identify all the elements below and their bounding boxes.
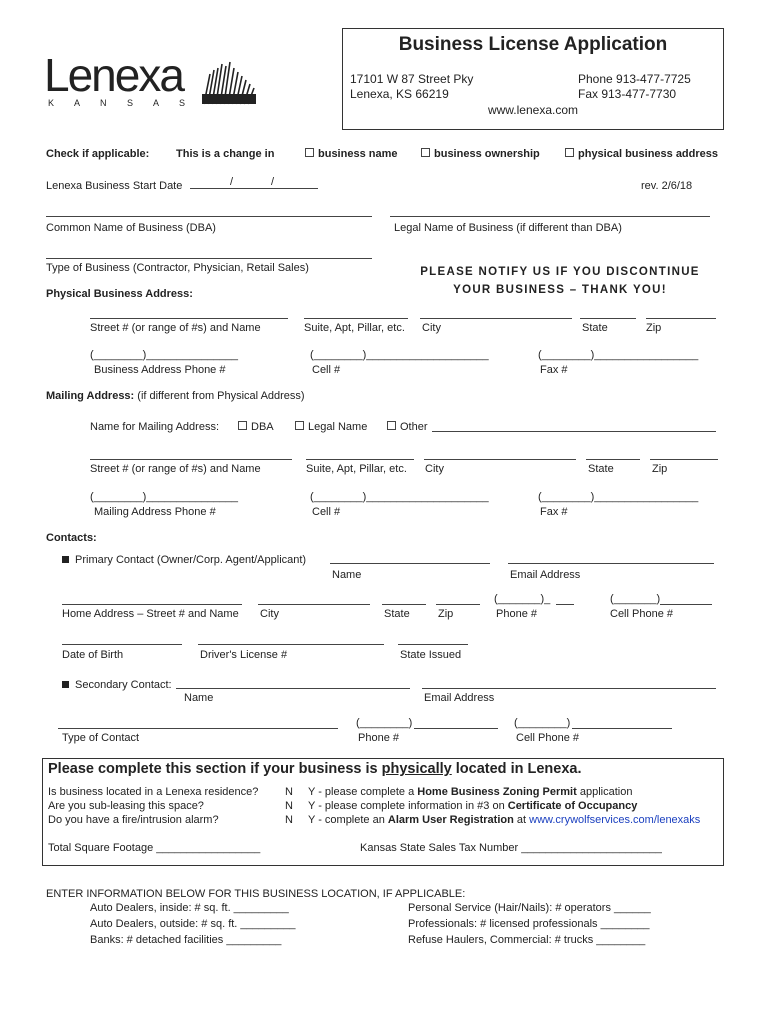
check-applicable-label: Check if applicable: [46, 148, 150, 160]
mailing-phone-label: Mailing Address Phone # [94, 506, 216, 518]
secondary-phone-label: Phone # [358, 732, 399, 744]
legal-name-label: Legal Name of Business (if different than DBA) [394, 222, 622, 234]
mailing-cell-field[interactable]: (________)____________________ [310, 491, 489, 503]
start-date-label: Lenexa Business Start Date [46, 180, 183, 192]
physical-zip-label: Zip [646, 322, 662, 334]
answer-n-alarm[interactable]: N [285, 814, 293, 826]
secondary-cell-line[interactable] [572, 728, 672, 729]
checkbox-icon [305, 148, 314, 157]
mailing-cell-label: Cell # [312, 506, 341, 518]
primary-contact-label: Primary Contact (Owner/Corp. Agent/Applicant) [62, 554, 306, 566]
primary-phone-line[interactable] [556, 604, 574, 605]
city-fax: Fax 913-477-7730 [578, 87, 677, 101]
primary-city-field[interactable] [258, 604, 370, 605]
city-website: www.lenexa.com [487, 103, 579, 117]
mailing-phone-field[interactable]: (________)_______________ [90, 491, 239, 503]
primary-state-label: State [384, 608, 410, 620]
physical-street-label: Street # (or range of #s) and Name [90, 322, 261, 334]
notify-line1: PLEASE NOTIFY US IF YOU DISCONTINUE [420, 266, 700, 278]
drivers-license-field[interactable] [198, 644, 384, 645]
primary-email-field[interactable] [508, 563, 714, 564]
notify-line2: YOUR BUSINESS – THANK YOU! [453, 284, 667, 296]
primary-cell-line[interactable] [660, 604, 712, 605]
professionals-field[interactable]: Professionals: # licensed professionals ________ [408, 918, 650, 930]
primary-name-field[interactable] [330, 563, 490, 564]
mailing-suite-field[interactable] [306, 459, 414, 460]
physical-state-field[interactable] [580, 318, 636, 319]
date-separator: / [230, 176, 234, 188]
primary-cell-label: Cell Phone # [610, 608, 673, 620]
mailing-state-label: State [588, 463, 614, 475]
primary-name-label: Name [332, 569, 362, 581]
physical-fax-label: Fax # [540, 364, 568, 376]
lenexa-logo [44, 49, 183, 101]
checkbox-icon [421, 148, 430, 157]
mailing-name-label: Name for Mailing Address: [90, 421, 219, 433]
dba-field[interactable] [46, 216, 372, 217]
logo-subtitle: K A N S A S [48, 98, 195, 108]
answer-y-subleasing[interactable]: Y - please complete information in #3 on Certificate of Occupancy [308, 800, 638, 812]
logo-wordmark: Lenexa [44, 49, 183, 101]
secondary-name-field[interactable] [176, 688, 410, 689]
secondary-cell-field[interactable]: (________) [514, 717, 571, 729]
answer-y-residence[interactable]: Y - please complete a Home Business Zoning Permit application [308, 786, 633, 798]
checkbox-icon [387, 421, 396, 430]
mailing-fax-field[interactable]: (________)_________________ [538, 491, 699, 503]
square-footage-field[interactable]: Total Square Footage _________________ [48, 842, 261, 854]
grass-logo-icon [200, 60, 258, 106]
answer-n-subleasing[interactable]: N [285, 800, 293, 812]
mailing-street-label: Street # (or range of #s) and Name [90, 463, 261, 475]
lenexa-section-title: Please complete this section if your business is physically located in Lenexa. [48, 761, 582, 777]
dba-label: Common Name of Business (DBA) [46, 222, 216, 234]
contact-type-field[interactable] [58, 728, 338, 729]
secondary-phone-field[interactable]: (________) [356, 717, 413, 729]
mailing-state-field[interactable] [586, 459, 640, 460]
checkbox-physical-address[interactable]: physical business address [565, 148, 718, 160]
secondary-name-label: Name [184, 692, 214, 704]
start-date-field[interactable] [190, 188, 318, 189]
physical-phone-label: Business Address Phone # [94, 364, 226, 376]
physical-phone-field[interactable]: (________)_______________ [90, 349, 239, 361]
physical-state-label: State [582, 322, 608, 334]
legal-name-field[interactable] [390, 216, 710, 217]
primary-zip-label: Zip [438, 608, 454, 620]
business-location-heading: ENTER INFORMATION BELOW FOR THIS BUSINESS LOCATION, IF APPLICABLE: [46, 888, 466, 900]
secondary-contact-label: Secondary Contact: [62, 679, 172, 691]
checkbox-icon [565, 148, 574, 157]
checkbox-business-ownership[interactable]: business ownership [421, 148, 540, 160]
primary-city-label: City [260, 608, 279, 620]
checkbox-mailing-legal[interactable]: Legal Name [295, 421, 367, 433]
state-issued-field[interactable] [398, 644, 468, 645]
dob-label: Date of Birth [62, 649, 124, 661]
revision-date: rev. 2/6/18 [641, 180, 693, 192]
physical-suite-field[interactable] [304, 318, 408, 319]
mailing-suite-label: Suite, Apt, Pillar, etc. [306, 463, 407, 475]
physical-address-heading: Physical Business Address: [46, 288, 193, 300]
primary-home-label: Home Address – Street # and Name [62, 608, 239, 620]
checkbox-icon [238, 421, 247, 430]
physical-city-label: City [422, 322, 441, 334]
primary-state-field[interactable] [382, 604, 426, 605]
mailing-city-field[interactable] [424, 459, 576, 460]
physical-fax-field[interactable]: (________)_________________ [538, 349, 699, 361]
auto-dealers-outside-field[interactable]: Auto Dealers, outside: # sq. ft. _________ [90, 918, 296, 930]
primary-email-label: Email Address [510, 569, 581, 581]
checkbox-mailing-dba[interactable]: DBA [238, 421, 274, 433]
contact-type-label: Type of Contact [62, 732, 140, 744]
mailing-zip-field[interactable] [650, 459, 718, 460]
primary-phone-label: Phone # [496, 608, 537, 620]
answer-y-alarm[interactable]: Y - complete an Alarm User Registration at www.crywolfservices.com/lenexaks [308, 814, 701, 826]
secondary-email-field[interactable] [422, 688, 716, 689]
mailing-zip-label: Zip [652, 463, 668, 475]
mailing-address-heading: Mailing Address: (if different from Physical Address) [46, 390, 305, 402]
secondary-cell-label: Cell Phone # [516, 732, 579, 744]
question-subleasing: Are you sub-leasing this space? [48, 800, 204, 812]
crywolf-link[interactable]: www.crywolfservices.com/lenexaks [529, 814, 701, 826]
mailing-fax-label: Fax # [540, 506, 568, 518]
physical-city-field[interactable] [420, 318, 572, 319]
personal-service-field[interactable]: Personal Service (Hair/Nails): # operators ______ [408, 902, 651, 914]
checkbox-mailing-other[interactable]: Other [387, 421, 428, 433]
bullet-square-icon [62, 681, 69, 688]
contacts-heading: Contacts: [46, 532, 97, 544]
physical-street-field[interactable] [90, 318, 288, 319]
state-issued-label: State Issued [400, 649, 462, 661]
primary-phone-field[interactable]: (_______)_ [494, 593, 551, 605]
primary-home-field[interactable] [62, 604, 242, 605]
form-title: Business License Application [398, 34, 668, 55]
city-address-line2: Lenexa, KS 66219 [350, 87, 449, 101]
checkbox-icon [295, 421, 304, 430]
change-in-label: This is a change in [176, 148, 275, 160]
question-residence: Is business located in a Lenexa residence? [48, 786, 259, 798]
sales-tax-field[interactable]: Kansas State Sales Tax Number _______________________ [360, 842, 662, 854]
secondary-phone-line[interactable] [414, 728, 498, 729]
primary-cell-field[interactable]: (_______) [610, 593, 661, 605]
physical-zip-field[interactable] [646, 318, 716, 319]
city-phone: Phone 913-477-7725 [578, 72, 691, 86]
physical-cell-field[interactable]: (________)____________________ [310, 349, 489, 361]
primary-zip-field[interactable] [436, 604, 480, 605]
business-type-label: Type of Business (Contractor, Physician, Retail Sales) [46, 262, 309, 274]
dob-field[interactable] [62, 644, 182, 645]
bullet-square-icon [62, 556, 69, 563]
question-alarm: Do you have a fire/intrusion alarm? [48, 814, 219, 826]
mailing-other-field[interactable] [432, 431, 716, 432]
mailing-city-label: City [425, 463, 444, 475]
date-separator: / [271, 176, 275, 188]
physical-suite-label: Suite, Apt, Pillar, etc. [304, 322, 405, 334]
physical-cell-label: Cell # [312, 364, 341, 376]
refuse-haulers-field[interactable]: Refuse Haulers, Commercial: # trucks ________ [408, 934, 646, 946]
city-address-line1: 17101 W 87 Street Pky [350, 72, 474, 86]
drivers-license-label: Driver's License # [200, 649, 288, 661]
mailing-street-field[interactable] [90, 459, 292, 460]
checkbox-business-name[interactable]: business name [305, 148, 397, 160]
banks-field[interactable]: Banks: # detached facilities _________ [90, 934, 282, 946]
business-type-field[interactable] [46, 258, 372, 259]
auto-dealers-inside-field[interactable]: Auto Dealers, inside: # sq. ft. _________ [90, 902, 289, 914]
secondary-email-label: Email Address [424, 692, 495, 704]
answer-n-residence[interactable]: N [285, 786, 293, 798]
